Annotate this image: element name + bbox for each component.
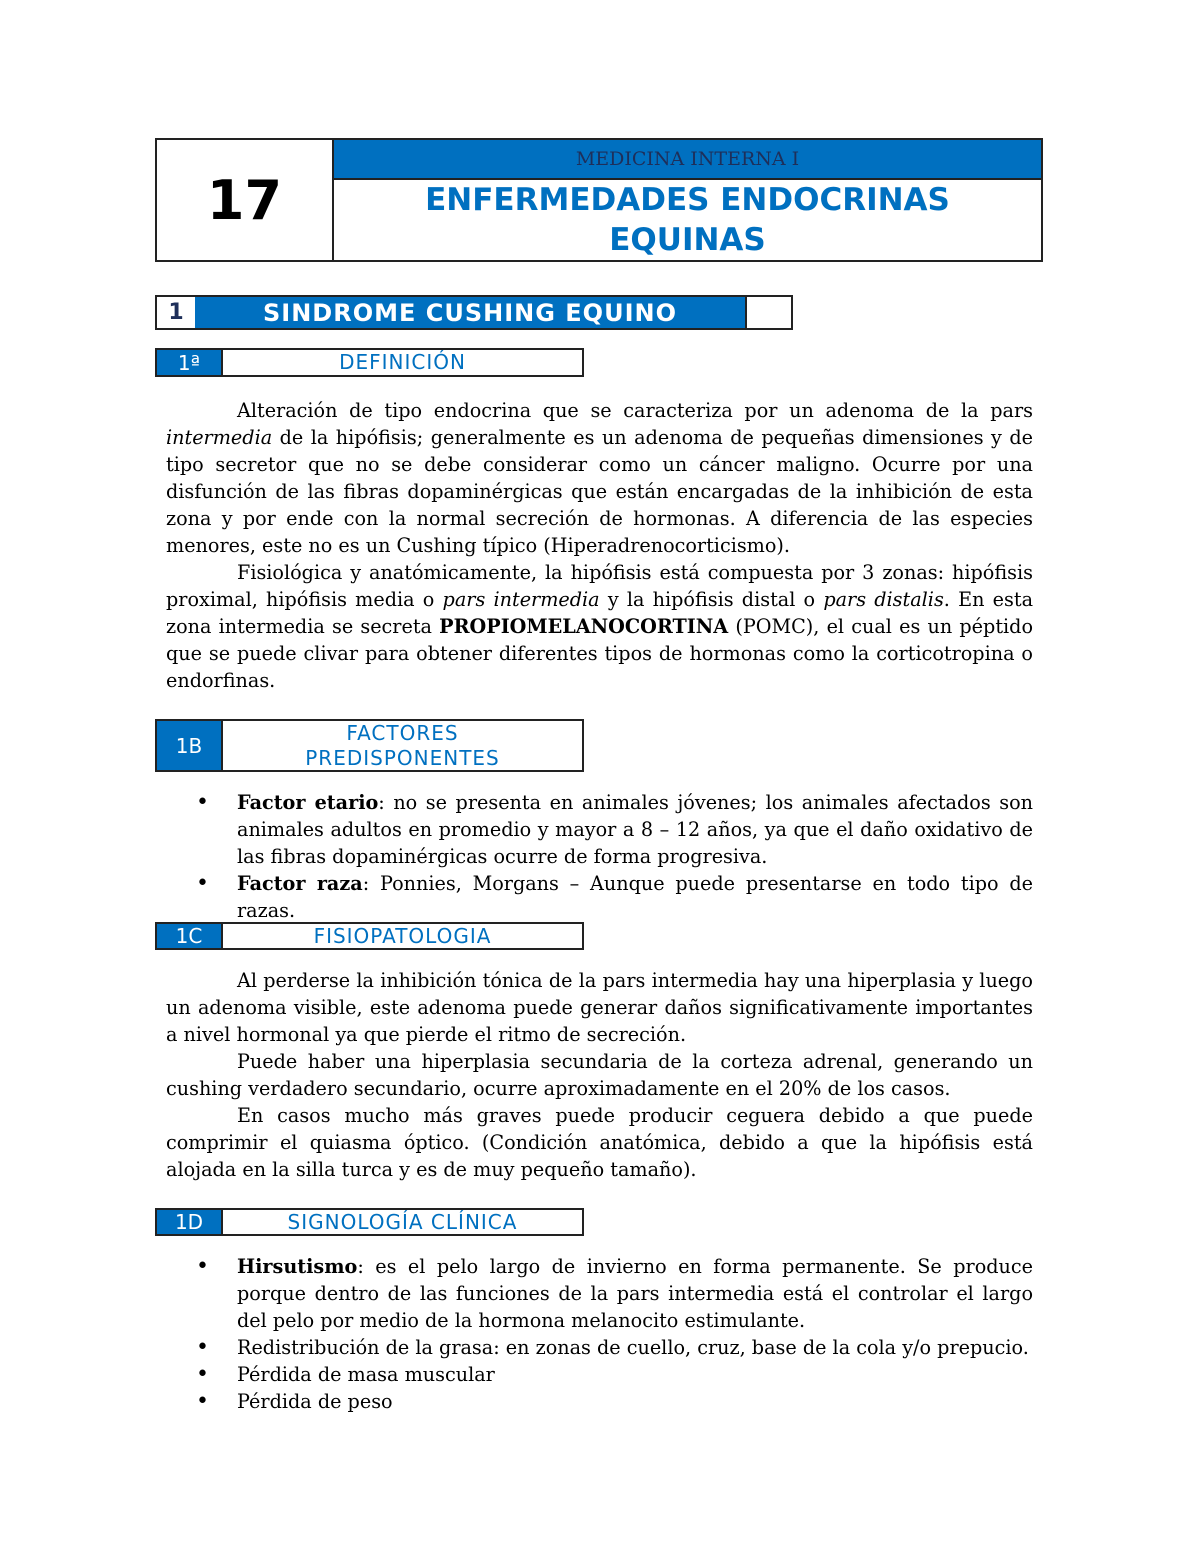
list-item [166, 789, 1033, 870]
subsection-header-factores [155, 719, 584, 772]
list-item [166, 1253, 1033, 1334]
paragraph: Al perderse la inhibición tónica de la pars intermedia hay una hiperplasia y luego un adenoma visible, este adenoma puede generar daños significativamente importantes a nivel hormonal ya que pierde el ritmo de secreción. [166, 969, 1033, 1046]
text-run: . En esta zona intermedia se secreta [166, 588, 1034, 638]
section-header-tail [745, 297, 791, 328]
section-number: 1 [157, 297, 195, 328]
subsection-title [223, 721, 582, 770]
list-item: • Pérdida de peso [166, 1388, 1033, 1415]
bold-term: Hirsutismo [237, 1255, 358, 1278]
subsection-title-line1: FACTORES [346, 720, 459, 745]
subsection-header-signologia [155, 1208, 584, 1236]
italic-term: intermedia [166, 426, 273, 449]
subsection-title: SIGNOLOGÍA CLÍNICA [287, 1209, 518, 1234]
chapter-title-line1: ENFERMEDADES ENDOCRINAS [425, 182, 950, 218]
paragraph: Puede haber una hiperplasia secundaria de la corteza adrenal, generando un cushing verdadero secundario, ocurre aproximadamente en el 20% de los casos. [166, 1050, 1033, 1100]
section-title: SINDROME CUSHING EQUINO [195, 297, 745, 328]
subsection-header-fisiopatologia [155, 922, 584, 950]
text-run: y la hipófisis distal o [599, 588, 824, 611]
italic-term: pars distalis [823, 588, 944, 611]
fisiopatologia-text [166, 967, 1033, 1183]
chapter-header [155, 138, 1043, 262]
chapter-title [334, 180, 1041, 260]
text-run: Alteración de tipo endocrina que se caracteriza por un adenoma de la pars [237, 399, 1033, 422]
list-item: • Pérdida de masa muscular [166, 1361, 1033, 1388]
paragraph [166, 559, 1033, 694]
text-run: de la hipófisis; generalmente es un adenoma de pequeñas dimensiones y de tipo secretor que no se debe considerar como un cáncer maligno. Ocurre por una disfunción de las fibras dopaminérgicas que están encargadas de la inhibición de esta zona y por ende con la normal secreción de hormonas. A diferencia de las especies menores, este no es un Cushing típico (Hiperadrenocorticismo). [166, 426, 1033, 557]
italic-term: pars intermedia [442, 588, 600, 611]
bold-term: Factor raza [237, 872, 363, 895]
course-name: MEDICINA INTERNA I [334, 140, 1041, 180]
factores-list [166, 789, 1033, 924]
text-run: : no se presenta en animales jóvenes; los animales afectados son animales adultos en promedio y mayor a 8 – 12 años, ya que el daño oxidativo de las fibras dopaminérgicas ocurre de forma progresiva. [237, 791, 1033, 868]
paragraph: En casos mucho más graves puede producir ceguera debido a que puede comprimir el quiasma óptico. (Condición anatómica, debido a que la hipófisis está alojada en la silla turca y es de muy pequeño tamaño). [166, 1104, 1033, 1181]
subsection-header-definicion [155, 348, 584, 377]
list-item [166, 870, 1033, 924]
bold-term: PROPIOMELANOCORTINA [439, 615, 729, 638]
text-run: (POMC), el cual es un péptido que se puede clivar para obtener diferentes tipos de hormonas como la corticotropina o endorfinas. [166, 615, 1033, 692]
text-run: : Ponnies, Morgans – Aunque puede presentarse en todo tipo de razas. [237, 872, 1033, 922]
subsection-number: 1ª [157, 350, 223, 375]
list-item: • Redistribución de la grasa: en zonas de cuello, cruz, base de la cola y/o prepucio. [166, 1334, 1033, 1361]
text-run: Fisiológica y anatómicamente, la hipófisis está compuesta por 3 zonas: hipófisis proximal, hipófisis media o [166, 561, 1033, 611]
chapter-title-cell [334, 140, 1041, 260]
chapter-title-line2: EQUINAS [609, 222, 766, 258]
text-run: : es el pelo largo de invierno en forma permanente. Se produce porque dentro de las funciones de la pars intermedia está el controlar el largo del pelo por medio de la hormona melanocito estimulante. [237, 1255, 1033, 1332]
subsection-number: 1C [157, 924, 223, 948]
subsection-title: DEFINICIÓN [339, 350, 466, 374]
bold-term: Factor etario [237, 791, 379, 814]
subsection-number: 1B [157, 721, 223, 770]
subsection-title-line2: PREDISPONENTES [305, 745, 500, 770]
chapter-number: 17 [157, 140, 334, 260]
subsection-title: FISIOPATOLOGIA [313, 923, 492, 948]
section-header [155, 295, 793, 330]
subsection-number: 1D [157, 1210, 223, 1234]
definicion-text [166, 397, 1033, 694]
signologia-list [166, 1253, 1033, 1415]
paragraph [166, 397, 1033, 559]
